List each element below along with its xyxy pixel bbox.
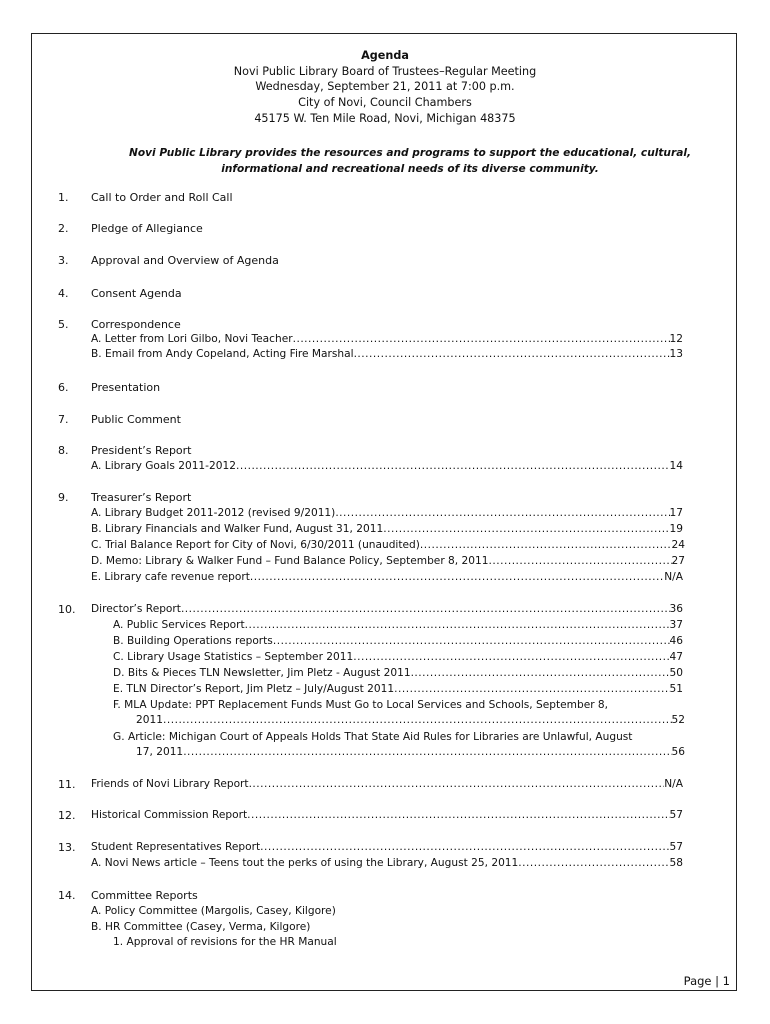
- item-10f-page: 52: [671, 714, 685, 726]
- agenda-item-14-label: Committee Reports: [91, 889, 198, 902]
- leader-dots: [181, 602, 670, 617]
- item-9b: [91, 522, 683, 537]
- agenda-item-6-label: Presentation: [91, 381, 161, 394]
- agenda-item-2: 2.: [58, 222, 69, 235]
- item-10f: [136, 713, 685, 728]
- leader-dots: [163, 713, 672, 728]
- leader-dots: [518, 856, 669, 871]
- leader-dots: [260, 840, 669, 855]
- leader-dots: [411, 666, 670, 681]
- agenda-item-13: 13.: [58, 841, 76, 854]
- item-10: [91, 602, 683, 617]
- item-10b-label: B. Building Operations reports: [113, 635, 273, 647]
- agenda-item-3-label: Approval and Overview of Agenda: [91, 254, 279, 267]
- item-5b-label: B. Email from Andy Copeland, Acting Fire Marshal: [91, 348, 354, 360]
- item-9d-label: D. Memo: Library & Walker Fund – Fund Balance Policy, September 8, 2011: [91, 555, 489, 567]
- agenda-item-5-label: Correspondence: [91, 318, 181, 331]
- item-12: [91, 808, 683, 823]
- leader-dots: [488, 554, 671, 569]
- item-13a-page: 58: [669, 857, 683, 869]
- item-10d-page: 50: [669, 667, 683, 679]
- leader-dots: [273, 634, 670, 649]
- mission-line-1: Novi Public Library provides the resources and programs to support the educational, cultural,: [129, 147, 691, 159]
- agenda-item-8-label: President’s Report: [91, 444, 192, 457]
- item-10-page: 36: [669, 603, 683, 615]
- meeting-location: City of Novi, Council Chambers: [298, 96, 472, 109]
- item-10c: [113, 650, 683, 665]
- agenda-item-4: 4.: [58, 287, 69, 300]
- item-9c-label: C. Trial Balance Report for City of Novi, 6/30/2011 (unaudited): [91, 539, 420, 551]
- item-5a: [91, 332, 683, 347]
- item-10a: [113, 618, 683, 633]
- item-9e: [91, 570, 683, 585]
- item-8a: [91, 459, 683, 474]
- item-10e-label: E. TLN Director’s Report, Jim Pletz – July/August 2011: [113, 683, 395, 695]
- leader-dots: [420, 538, 672, 553]
- item-10e-page: 51: [669, 683, 683, 695]
- item-9e-label: E. Library cafe revenue report: [91, 571, 250, 583]
- leader-dots: [354, 347, 670, 362]
- item-10c-page: 47: [669, 651, 683, 663]
- item-13: [91, 840, 683, 855]
- item-9b-page: 19: [669, 523, 683, 535]
- item-8a-label: A. Library Goals 2011-2012: [91, 460, 236, 472]
- meeting-address: 45175 W. Ten Mile Road, Novi, Michigan 48375: [254, 112, 516, 125]
- agenda-item-8: 8.: [58, 444, 69, 457]
- agenda-item-3: 3.: [58, 254, 69, 267]
- leader-dots: [293, 332, 670, 347]
- item-10a-page: 37: [669, 619, 683, 631]
- agenda-item-14: 14.: [58, 889, 76, 902]
- agenda-item-5: 5.: [58, 318, 69, 331]
- item-10d: [113, 666, 683, 681]
- item-10g-line2: 17, 2011: [136, 746, 184, 758]
- item-14b: B. HR Committee (Casey, Verma, Kilgore): [91, 921, 311, 933]
- item-10f-line2: 2011: [136, 714, 163, 726]
- agenda-item-7: 7.: [58, 413, 69, 426]
- agenda-item-10: 10.: [58, 603, 76, 616]
- item-13a-label: A. Novi News article – Teens tout the perks of using the Library, August 25, 2011: [91, 857, 519, 869]
- item-13-label: Student Representatives Report: [91, 841, 261, 853]
- agenda-item-2-label: Pledge of Allegiance: [91, 222, 203, 235]
- agenda-item-9-label: Treasurer’s Report: [91, 491, 192, 504]
- item-9a: [91, 506, 683, 521]
- leader-dots: [353, 650, 669, 665]
- agenda-title: Agenda: [361, 49, 409, 62]
- agenda-item-6: 6.: [58, 381, 69, 394]
- agenda-item-12: 12.: [58, 809, 76, 822]
- item-9b-label: B. Library Financials and Walker Fund, August 31, 2011: [91, 523, 384, 535]
- item-10b: [113, 634, 683, 649]
- item-9d-page: 27: [671, 555, 685, 567]
- item-12-label: Historical Commission Report: [91, 809, 248, 821]
- item-10d-label: D. Bits & Pieces TLN Newsletter, Jim Pletz - August 2011: [113, 667, 411, 679]
- item-9c: [91, 538, 685, 553]
- item-14a: A. Policy Committee (Margolis, Casey, Kilgore): [91, 905, 336, 917]
- item-10g-line1: G. Article: Michigan Court of Appeals Holds That State Aid Rules for Libraries are Unlawful, August: [113, 731, 633, 743]
- item-9a-label: A. Library Budget 2011-2012 (revised 9/2011): [91, 507, 336, 519]
- leader-dots: [247, 808, 669, 823]
- item-5b-page: 13: [669, 348, 683, 360]
- item-10a-label: A. Public Services Report: [113, 619, 245, 631]
- item-5a-label: A. Letter from Lori Gilbo, Novi Teacher: [91, 333, 293, 345]
- item-13-page: 57: [669, 841, 683, 853]
- item-12-page: 57: [669, 809, 683, 821]
- item-11: [91, 777, 683, 792]
- leader-dots: [250, 570, 664, 585]
- item-10b-page: 46: [669, 635, 683, 647]
- agenda-item-1-label: Call to Order and Roll Call: [91, 191, 233, 204]
- meeting-date: Wednesday, September 21, 2011 at 7:00 p.m.: [255, 80, 515, 93]
- item-9d: [91, 554, 685, 569]
- page-number: Page | 1: [683, 974, 730, 988]
- agenda-item-9: 9.: [58, 491, 69, 504]
- item-10g-page: 56: [671, 746, 685, 758]
- agenda-item-7-label: Public Comment: [91, 413, 181, 426]
- leader-dots: [245, 618, 670, 633]
- agenda-item-4-label: Consent Agenda: [91, 287, 182, 300]
- item-10g: [136, 745, 685, 760]
- item-10f-line1: F. MLA Update: PPT Replacement Funds Must Go to Local Services and Schools, September 8,: [113, 699, 609, 711]
- leader-dots: [249, 777, 665, 792]
- item-5a-page: 12: [669, 333, 683, 345]
- meeting-name: Novi Public Library Board of Trustees–Regular Meeting: [233, 65, 537, 78]
- item-8a-page: 14: [669, 460, 683, 472]
- item-10e: [113, 682, 683, 697]
- agenda-item-11: 11.: [58, 778, 76, 791]
- item-13a: [91, 856, 683, 871]
- item-11-label: Friends of Novi Library Report: [91, 778, 249, 790]
- leader-dots: [335, 506, 669, 521]
- item-10-label: Director’s Report: [91, 603, 181, 615]
- leader-dots: [383, 522, 669, 537]
- item-5b: [91, 347, 683, 362]
- leader-dots: [183, 745, 671, 760]
- item-14b-1: 1. Approval of revisions for the HR Manual: [113, 936, 337, 948]
- item-9a-page: 17: [669, 507, 683, 519]
- agenda-item-1: 1.: [58, 191, 69, 204]
- leader-dots: [236, 459, 670, 474]
- item-10c-label: C. Library Usage Statistics – September 2011: [113, 651, 354, 663]
- item-9e-page: N/A: [664, 571, 683, 583]
- item-11-page: N/A: [664, 778, 683, 790]
- leader-dots: [394, 682, 669, 697]
- mission-statement: [90, 145, 730, 177]
- mission-line-2: informational and recreational needs of its diverse community.: [221, 163, 599, 175]
- item-9c-page: 24: [671, 539, 685, 551]
